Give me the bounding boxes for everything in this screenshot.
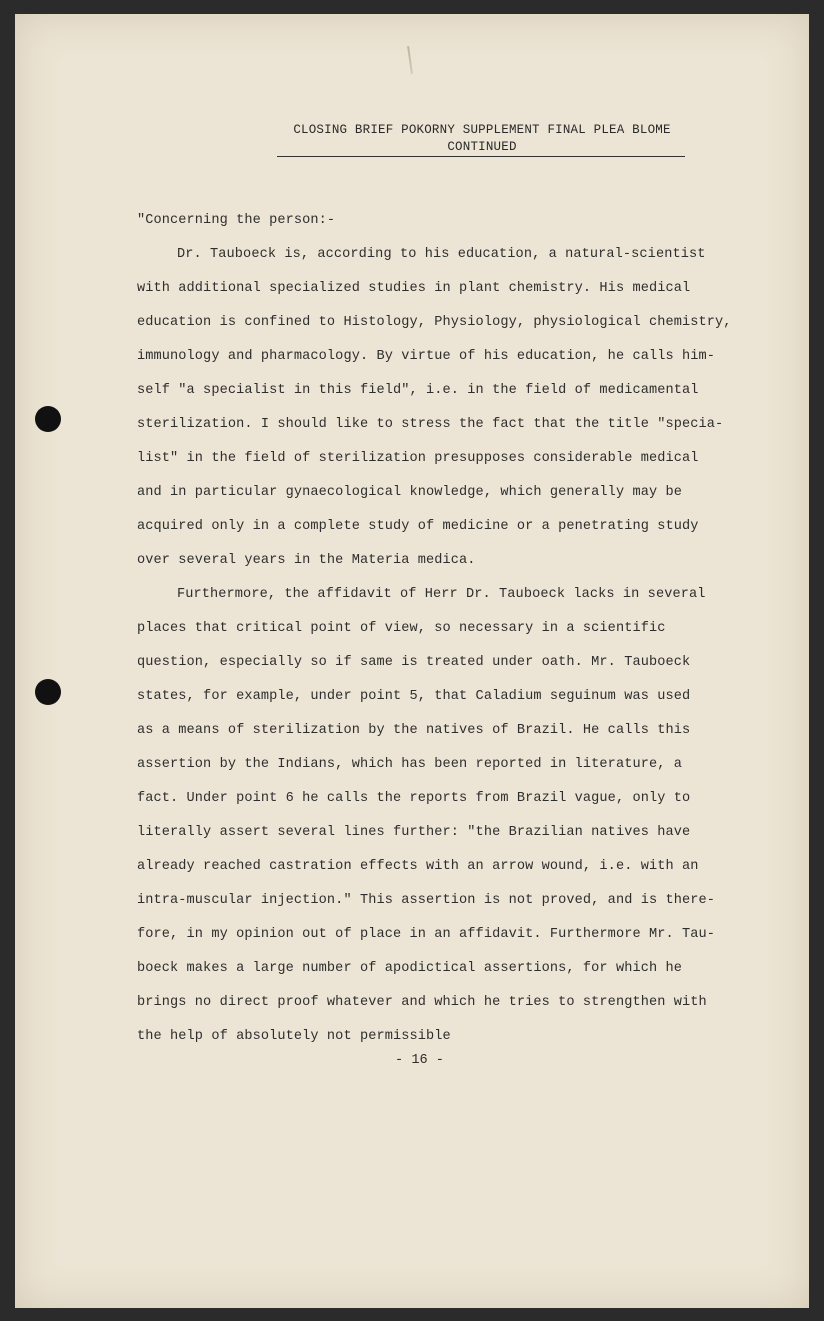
text-line: literally assert several lines further: "the Brazilian natives have (137, 825, 691, 840)
header-subtitle: CONTINUED (447, 140, 517, 154)
text-line: immunology and pharmacology. By virtue of his education, he calls him- (137, 349, 716, 364)
text-line: fore, in my opinion out of place in an affidavit. Furthermore Mr. Tau- (137, 927, 716, 942)
text-line: the help of absolutely not permissible (137, 1029, 451, 1044)
text-line: as a means of sterilization by the natives of Brazil. He calls this (137, 723, 691, 738)
page-number: - 16 - (395, 1053, 444, 1068)
text-line: list" in the field of sterilization presupposes considerable medical (137, 451, 699, 466)
text-line: already reached castration effects with an arrow wound, i.e. with an (137, 859, 699, 874)
text-line: brings no direct proof whatever and which he tries to strengthen with (137, 995, 707, 1010)
text-line: fact. Under point 6 he calls the reports from Brazil vague, only to (137, 791, 691, 806)
text-line: intra-muscular injection." This assertion is not proved, and is there- (137, 893, 716, 908)
header-underline (277, 156, 685, 157)
document-header (277, 122, 687, 157)
text-line: question, especially so if same is treated under oath. Mr. Tauboeck (137, 655, 691, 670)
paper-mark (407, 46, 413, 74)
text-line: education is confined to Histology, Physiology, physiological chemistry, (137, 315, 732, 330)
punch-hole-bottom (35, 679, 61, 705)
text-line: places that critical point of view, so necessary in a scientific (137, 621, 666, 636)
text-line: acquired only in a complete study of medicine or a penetrating study (137, 519, 699, 534)
text-line: sterilization. I should like to stress the fact that the title "specia- (137, 417, 724, 432)
text-line: "Concerning the person:- (137, 213, 336, 228)
punch-hole-top (35, 406, 61, 432)
header-title: CLOSING BRIEF POKORNY SUPPLEMENT FINAL PLEA BLOME (293, 123, 671, 137)
text-line: states, for example, under point 5, that Caladium seguinum was used (137, 689, 691, 704)
text-line: assertion by the Indians, which has been reported in literature, a (137, 757, 682, 772)
text-line: Furthermore, the affidavit of Herr Dr. Tauboeck lacks in several (177, 587, 706, 602)
document-page (15, 14, 809, 1308)
text-line: and in particular gynaecological knowledge, which generally may be (137, 485, 682, 500)
text-line: with additional specialized studies in plant chemistry. His medical (137, 281, 691, 296)
text-line: Dr. Tauboeck is, according to his education, a natural-scientist (177, 247, 706, 262)
text-line: self "a specialist in this field", i.e. in the field of medicamental (137, 383, 699, 398)
document-body (137, 204, 737, 1054)
text-line: boeck makes a large number of apodictical assertions, for which he (137, 961, 682, 976)
text-line: over several years in the Materia medica. (137, 553, 476, 568)
